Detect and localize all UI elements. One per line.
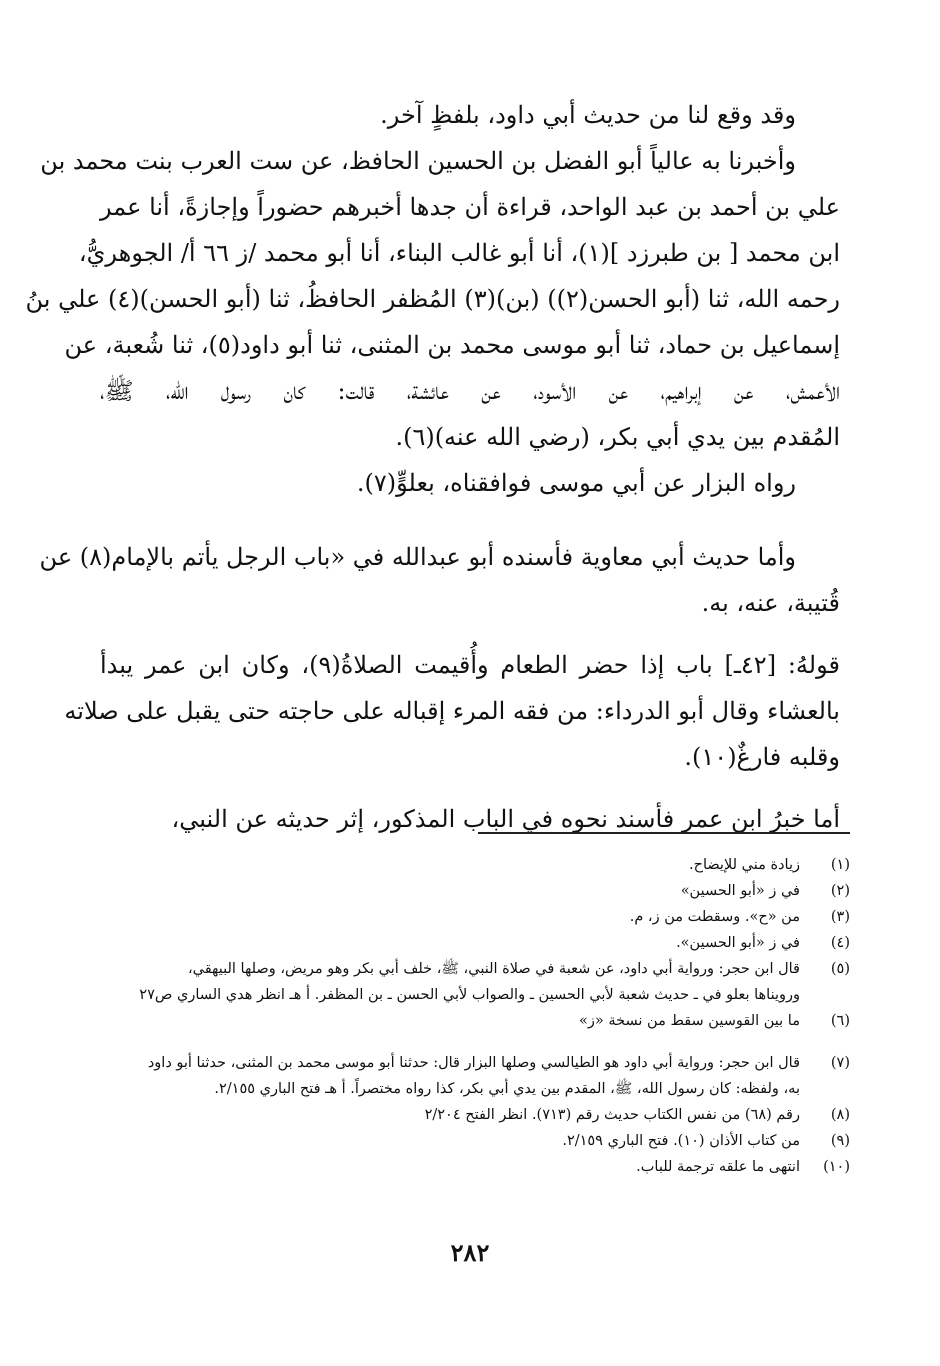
footnote-text: في ز «أبو الحسين». [676, 935, 800, 951]
footnote-number: (٢) [830, 883, 850, 899]
footnote-text: انتهى ما علقه ترجمة للباب. [636, 1159, 800, 1175]
text-line: وقلبه فارغٌ(١٠). [684, 743, 840, 771]
text-line: وأما حديث أبي معاوية فأسنده أبو عبدالله في «باب الرجل يأتم بالإمام(٨) عن [39, 543, 796, 571]
footnote-text-block [100, 956, 800, 1008]
footnote-text-continued: ورويناها بعلو في ـ حديث شعبة لأبي الحسين ـ والصواب لأبي الحسن ـ بن المظفر. أ هـ انظر هدي الساري ص٢٧ [139, 987, 800, 1003]
footnotes [100, 852, 852, 1180]
footnote [100, 1102, 852, 1128]
footnote-divider [478, 832, 850, 834]
text-line: إسماعيل بن حماد، ثنا أبو موسى محمد بن المثنى، ثنا أبو داود(٥)، ثنا شُعبة، عن [64, 331, 840, 359]
footnote [100, 956, 852, 1008]
text-line: وأخبرنا به عالياً أبو الفضل بن الحسين الحافظ، عن ست العرب بنت محمد بن [40, 147, 796, 175]
footnote [100, 852, 852, 878]
text-line: رحمه الله، ثنا (أبو الحسن(٢)) (بن)(٣) المُظفر الحافظُ، ثنا (أبو الحسن)(٤) علي بنُ [25, 285, 840, 313]
text-line: وقد وقع لنا من حديث أبي داود، بلفظٍ آخر. [380, 101, 796, 129]
text-line: علي بن أحمد بن عبد الواحد، قراءة أن جدها أخبرهم حضوراً وإجازةً، أنا عمر [100, 193, 840, 221]
footnote-text: قال ابن حجر: ورواية أبي داود هو الطيالسي وصلها البزار قال: حدثنا أبو موسى محمد بن المثنى، حدثنا أبو داود [147, 1055, 800, 1071]
footnote-number: (١٠) [823, 1159, 850, 1175]
footnote [100, 904, 852, 930]
footnote-text: رقم (٦٨) من نفس الكتاب حديث رقم (٧١٣). انظر الفتح ٢/٢٠٤ [424, 1107, 800, 1123]
main-text [25, 92, 840, 842]
footnote-text: زيادة مني للإيضاح. [688, 857, 800, 873]
text-line: رواه البزار عن أبي موسى فوافقناه، بعلوٍّ(٧). [356, 469, 796, 497]
footnote-text: قال ابن حجر: ورواية أبي داود، عن شعبة في صلاة النبي، ﷺ، خلف أبي بكر وهو مريض، وصلها البيهقي، [187, 961, 800, 977]
footnote-number: (٩) [830, 1133, 850, 1149]
footnote-text-block [100, 1050, 800, 1102]
section-heading-line: قولهُ: [٤٢ـ] باب إذا حضر الطعام وأُقيمت الصلاةُ(٩)، وكان ابن عمر يبدأ [100, 651, 840, 679]
text-line: المُقدم بين يدي أبي بكر، (رضي الله عنه)(٦). [395, 423, 840, 451]
text-line: ابن محمد [ بن طبرزد ](١)، أنا أبو غالب البناء، أنا أبو محمد /ز ٦٦ أ/ الجوهريُّ، [78, 239, 840, 267]
footnote [100, 1128, 852, 1154]
footnote [100, 878, 852, 904]
text-line: قُتيبة، عنه، به. [701, 589, 840, 617]
footnote-number: (٣) [830, 909, 850, 925]
footnote [100, 1050, 852, 1102]
footnote-text: في ز «أبو الحسين» [680, 883, 800, 899]
text-line: أما خبرُ ابن عمر فأسند نحوه في الباب المذكور، إثر حديثه عن النبي، [171, 805, 840, 833]
footnote [100, 1154, 852, 1180]
footnote-number: (٦) [830, 1013, 850, 1029]
footnote [100, 1008, 852, 1034]
footnote-text: من كتاب الأذان (١٠). فتح الباري ٢/١٥٩. [562, 1133, 800, 1149]
text-line: الأعمش، عن إبراهيم، عن الأسود، عن عائشة، قالت: كان رسول الله، ﷺ، [100, 377, 840, 405]
text-line: بالعشاء وقال أبو الدرداء: من فقه المرء إقباله على حاجته حتى يقبل على صلاته [64, 697, 840, 725]
footnote-number: (٧) [830, 1055, 850, 1071]
footnote-number: (١) [830, 857, 850, 873]
footnote-number: (٤) [830, 935, 850, 951]
page-number: ٢٨٢ [450, 1238, 490, 1267]
footnote-text-continued: به، ولفظه: كان رسول الله، ﷺ، المقدم بين يدي أبي بكر، كذا رواه مختصراً. أ هـ فتح الباري ٢/١٥٥. [214, 1081, 800, 1097]
footnote-number: (٨) [830, 1107, 850, 1123]
footnote [100, 930, 852, 956]
footnote-text: من «ح». وسقطت من ز، م. [629, 909, 800, 925]
footnote-number: (٥) [830, 961, 850, 977]
footnote-text: ما بين القوسين سقط من نسخة «ز» [578, 1013, 800, 1029]
